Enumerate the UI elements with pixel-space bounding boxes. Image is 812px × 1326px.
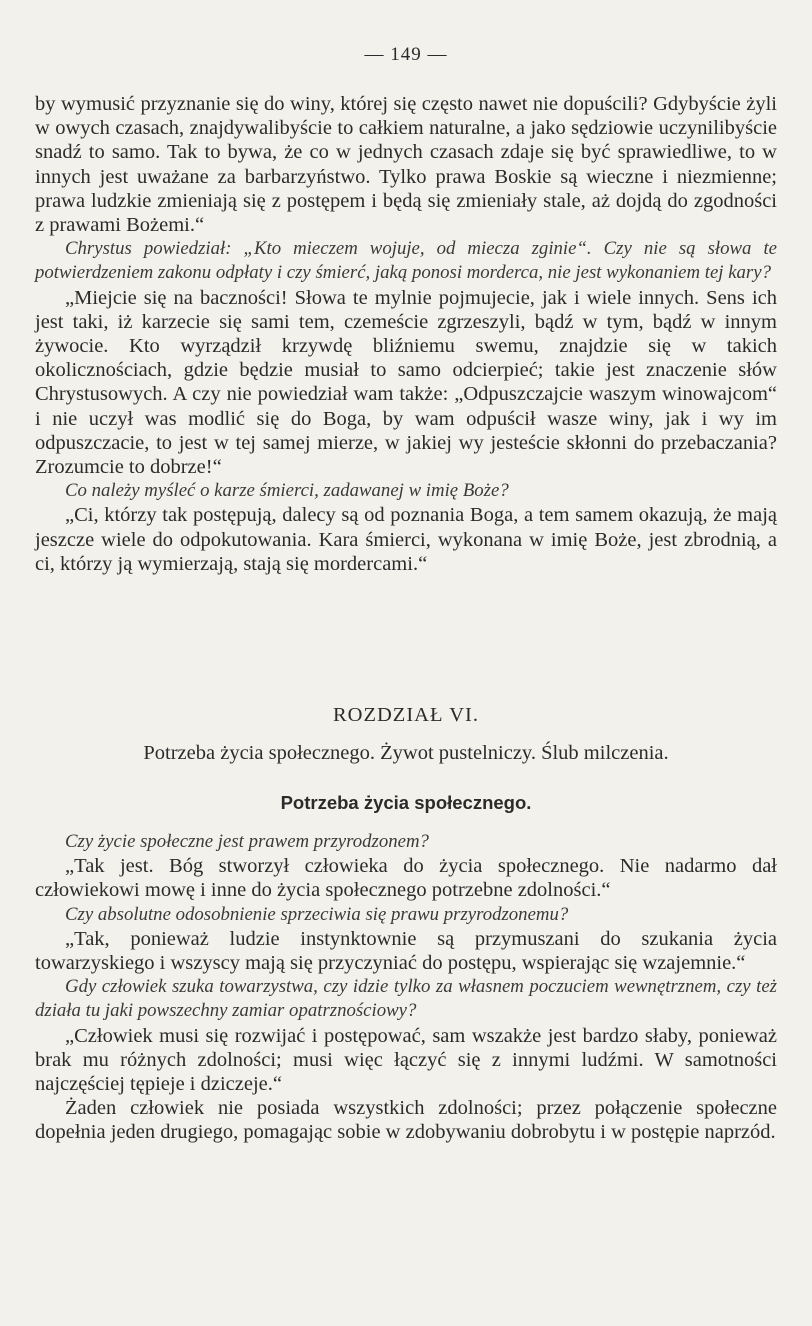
top-text-block [35, 92, 777, 576]
question: Gdy człowiek szuka towarzystwa, czy idzie tylko za własnem poczuciem wewnętrznem, czy też działa tu jaki powszechny zamiar opatrznościowy? [35, 976, 777, 1022]
chapter-title: ROZDZIAŁ VI. [333, 704, 479, 726]
question: Czy życie społeczne jest prawem przyrodzonem? [65, 831, 429, 852]
question: Chrystus powiedział: „Kto mieczem wojuje, od miecza zginie“. Czy nie są słowa te potwierdzeniem zakonu odpłaty i czy śmierć, jaką ponosi morderca, nie jest wykonaniem tej kary? [35, 238, 777, 284]
paragraph: by wymusić przyznanie się do winy, której się często nawet nie dopuścili? Gdybyście żyli w owych czasach, znajdywalibyście to całkiem naturalne, a jako sędziowie uczynilibyście snadź to samo. Tak to bywa, że co w jednych czasach zdaje się być sprawiedliwe, to w innych jest uważane za barbarzyństwo. Tylko prawa Boskie są wieczne i niezmienne; prawa ludzkie zmieniają się z postępem i będą się zmieniały stale, aż dojdą do zgodności z prawami Bożemi.“ [35, 93, 777, 237]
paragraph: Żaden człowiek nie posiada wszystkich zdolności; przez połączenie społeczne dopełnia jeden drugiego, pomagając sobie w zdobywaniu dobrobytu i w postępie naprzód. [35, 1097, 777, 1144]
question: Czy absolutne odosobnienie sprzeciwia się prawu przyrodzonemu? [65, 903, 569, 925]
chapter-summary: Potrzeba życia społecznego. Żywot pustelniczy. Ślub milczenia. [143, 742, 669, 764]
question: Co należy myśleć o karze śmierci, zadawanej w imię Boże? [65, 480, 509, 502]
paragraph: „Tak, ponieważ ludzie instynktownie są przymuszani do szukania życia towarzyskiego i wszyscy mają się przyczyniać do postępu, wspierając się wzajemnie.“ [35, 927, 777, 975]
section-title: Potrzeba życia społecznego. [280, 792, 532, 813]
paragraph: „Miejcie się na baczności! Słowa te mylnie pojmujecie, jak i wiele innych. Sens ich jest taki, iż karzecie się sami tem, czemeście zgrzeszyli, bądź w tym, bądź w innym żywocie. Kto wyrządził krzywdę bliźniemu swemu, znajdzie się w takich okolicznościach, gdzie będzie musiał to samo odcierpieć; takie jest znaczenie słów Chrystusowych. A czy nie powiedział wam także: „Odpuszczajcie waszym winowajcom“ i nie uczył was modlić się do Boga, by wam odpuścił wasze winy, jak i wy im odpuszczacie, to jest w tej samej mierze, w jakiej wy jesteście skłonni do przebaczania? Zrozumcie to dobrze!“ [35, 286, 777, 479]
page-number: — 149 — [364, 44, 448, 65]
paragraph: „Ci, którzy tak postępują, dalecy są od poznania Boga, a tem samem okazują, że mają jeszcze wiele do odpokutowania. Kara śmierci, wykonana w imię Boże, jest zbrodnią, a ci, którzy ją wymierzają, stają się mordercami.“ [35, 504, 777, 575]
paragraph: „Tak jest. Bóg stworzył człowieka do życia społecznego. Nie nadarmo dał człowiekowi mowę i inne do życia społecznego potrzebne zdolności.“ [35, 855, 777, 902]
bottom-text-block [35, 830, 777, 1145]
paragraph: „Człowiek musi się rozwijać i postępować, sam wszakże jest bardzo słaby, ponieważ brak mu różnych zdolności; musi więc łączyć się z innymi ludźmi. W samotności najczęściej tępieje i dziczeje.“ [35, 1024, 777, 1096]
